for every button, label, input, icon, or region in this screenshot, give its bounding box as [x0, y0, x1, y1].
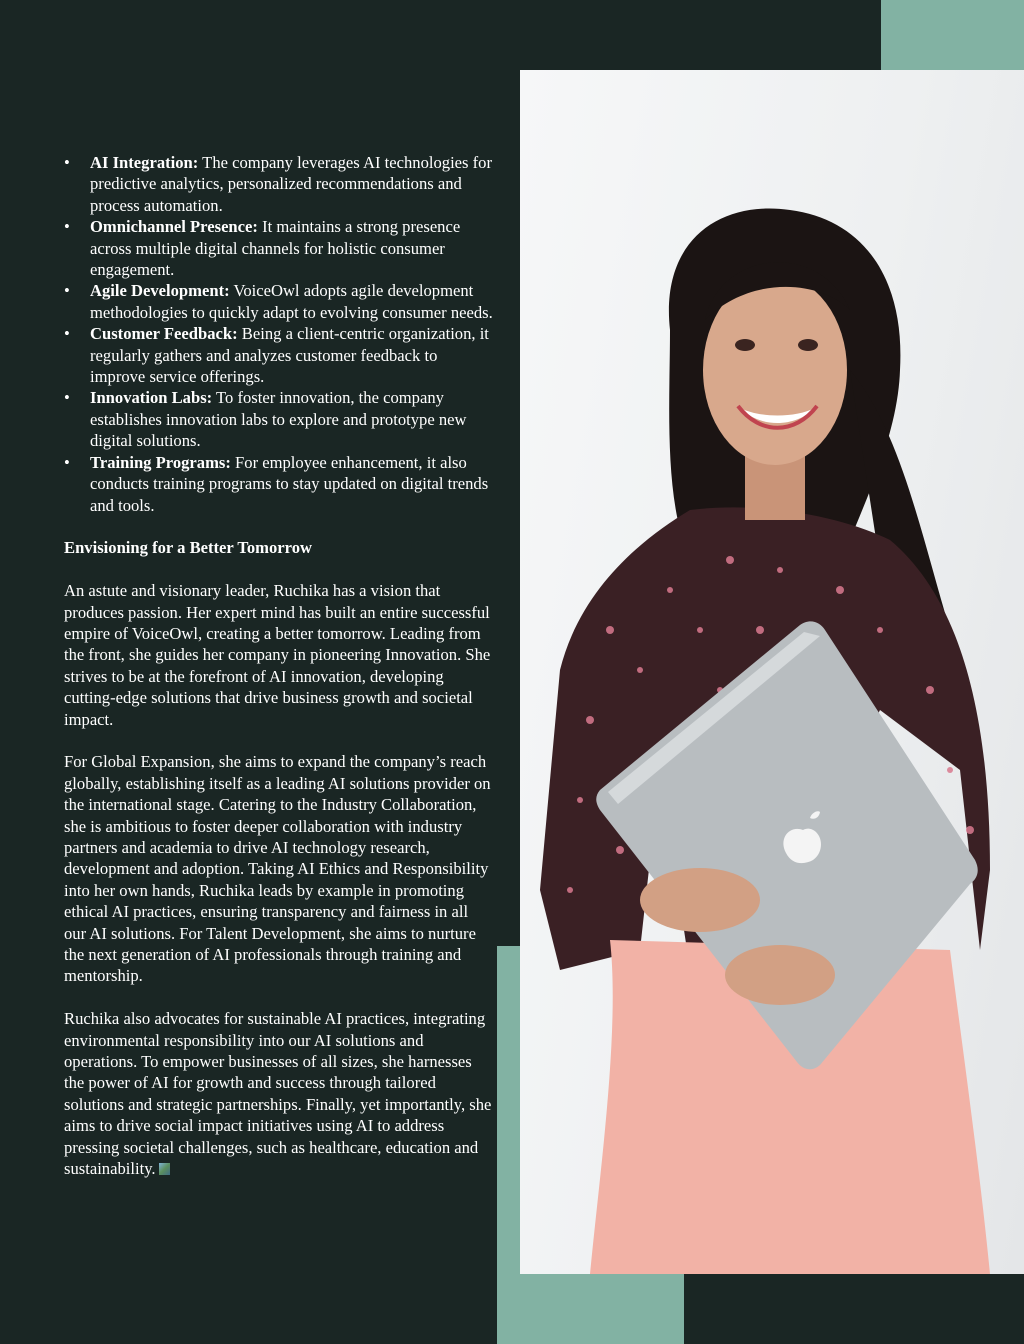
list-item: [64, 152, 494, 216]
list-item-title: Agile Development:: [90, 281, 230, 301]
list-item-title: AI Integration:: [90, 153, 199, 172]
list-item-text: Being a client-centric organization, it regularly gathers and analyzes customer feedback to improve service offerings.: [90, 324, 489, 387]
list-item-text: For employee enhancement, it also conducts training programs to stay updated on digital trends and tools.: [90, 452, 489, 515]
accent-block-top: [881, 0, 1024, 70]
list-item-text: To foster innovation, the company establishes innovation labs to explore and prototype new digital solutions.: [90, 388, 467, 451]
list-item-title: Innovation Labs:: [90, 388, 213, 408]
list-item: [64, 216, 494, 280]
list-item: [64, 323, 494, 387]
list-item: [64, 452, 494, 516]
section-heading: Envisioning for a Better Tomorrow: [64, 538, 312, 558]
paragraph-last: [64, 1008, 494, 1179]
paragraph-text: Ruchika also advocates for sustainable AI practices, integrating environmental responsibility into our AI solutions and operations. To empower businesses of all sizes, she harnesses the power of AI for growth and success through tailored solutions and strategic partnerships. Finally, yet importantly, she aims to drive social impact initiatives using AI to address pressing societal challenges, such as healthcare, education and sustainability.: [64, 1009, 492, 1179]
list-item: [64, 280, 494, 323]
paragraph: An astute and visionary leader, Ruchika has a vision that produces passion. Her expert mind has built an entire successful empire of VoiceOwl, creating a better tomorrow. Leading from the front, she guides her company in pioneering Innovation. She strives to be at the forefront of AI innovation, developing cutting-edge solutions that drive business growth and societal impact.: [64, 581, 491, 729]
list-item-title: Omnichannel Presence:: [90, 217, 258, 237]
list-item-title: Training Programs:: [90, 452, 231, 472]
list-item-text: The company leverages AI technologies for predictive analytics, personalized recommendations and process automation.: [90, 153, 492, 215]
end-of-article-icon: [159, 1163, 170, 1175]
list-item: [64, 387, 494, 451]
article-body: [64, 152, 494, 1179]
highlights-list: [64, 152, 494, 516]
list-item-title: Customer Feedback:: [90, 324, 238, 344]
list-item-text: It maintains a strong presence across multiple digital channels for holistic consumer engagement.: [90, 217, 461, 280]
list-item-text: VoiceOwl adopts agile development methodologies to quickly adapt to evolving consumer needs.: [90, 281, 493, 322]
paragraph: For Global Expansion, she aims to expand the company’s reach globally, establishing itself as a leading AI solutions provider on the international stage. Catering to the Industry Collaboration, she is ambitious to foster deeper collaboration with industry partners and academia to drive AI technology research, development and adoption. Taking AI Ethics and Responsibility into her own hands, Ruchika leads by example in promoting ethical AI practices, ensuring transparency and fairness in all our AI solutions. For Talent Development, she aims to nurture the next generation of AI professionals through training and mentorship.: [64, 752, 491, 986]
portrait-photo: [520, 70, 1024, 1274]
